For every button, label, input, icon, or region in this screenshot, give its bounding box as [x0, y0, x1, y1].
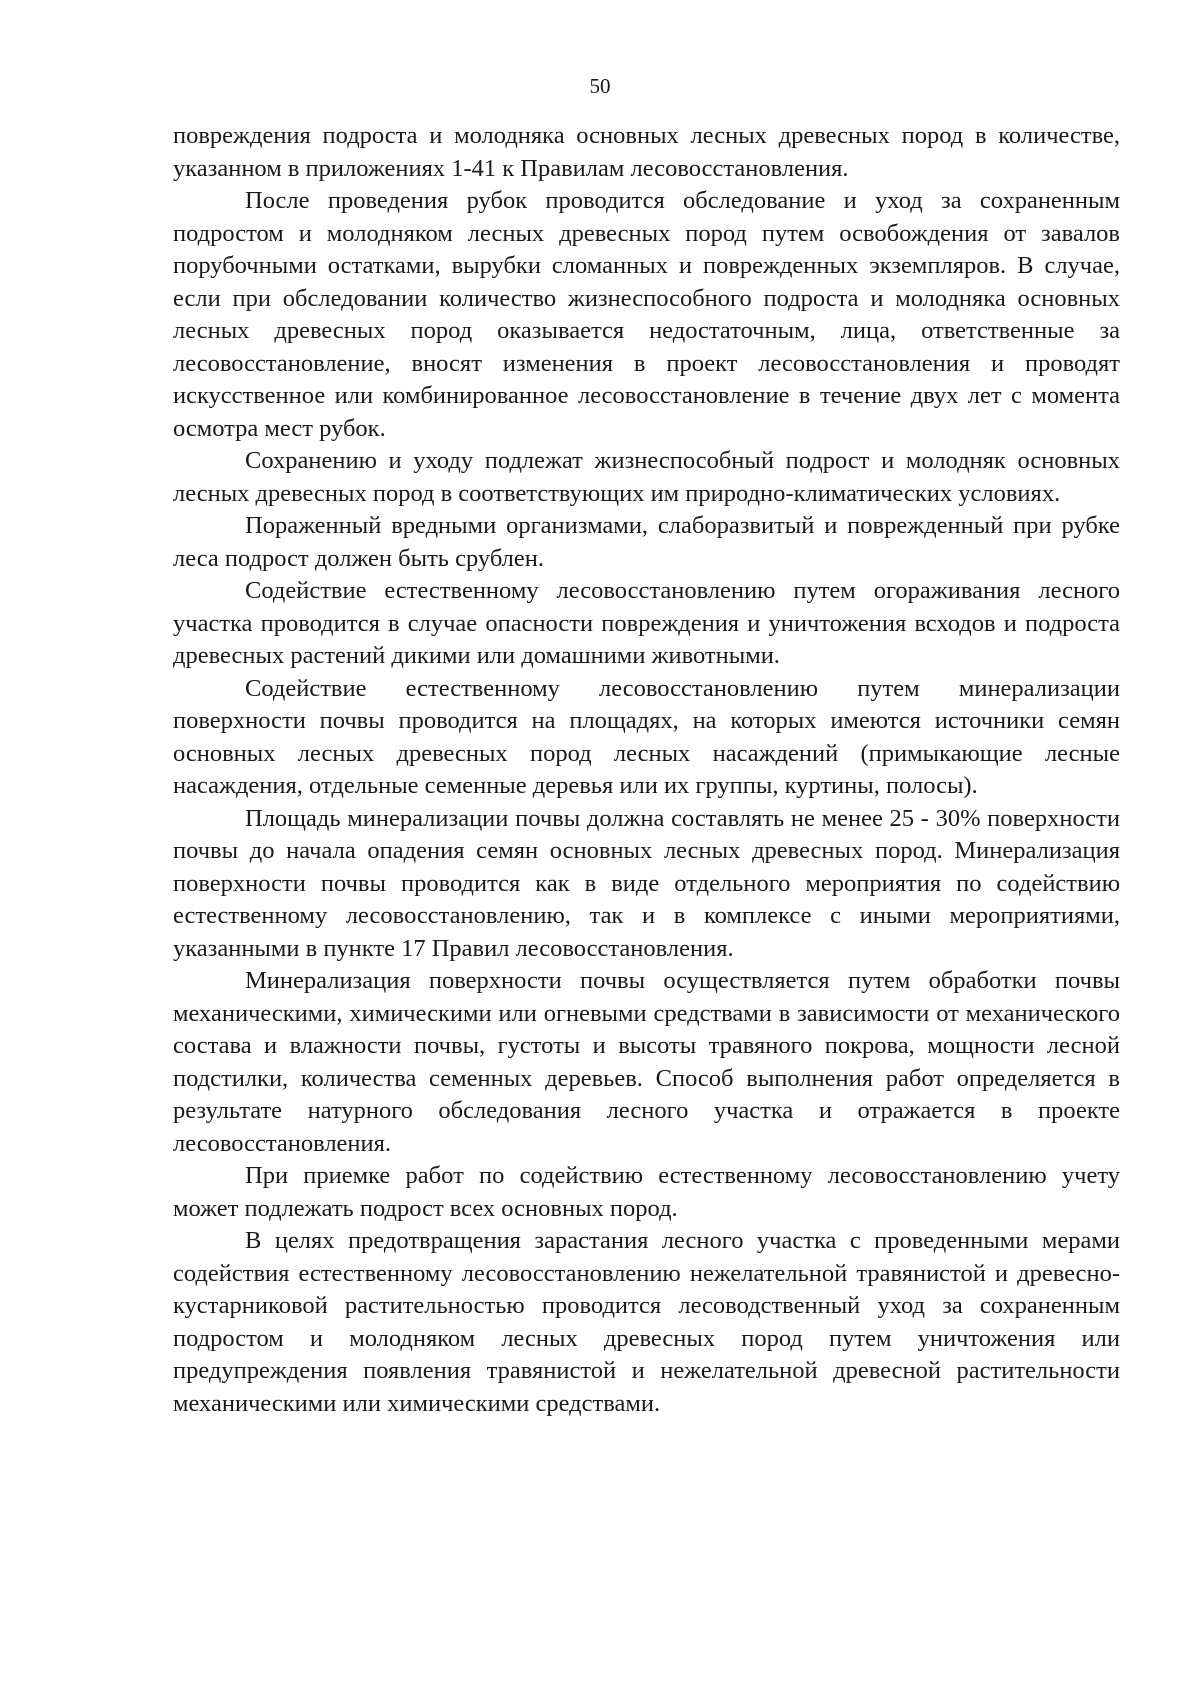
- document-body: [173, 120, 1120, 1420]
- paragraph: Сохранению и уходу подлежат жизнеспособный подрост и молодняк основных лесных древесных пород в соответствующих им природно-климатических условиях.: [173, 447, 1120, 507]
- paragraph: В целях предотвращения зарастания лесного участка с проведенными мерами содействия естественному лесовосстановлению нежелательной травянистой и древесно-кустарниковой растительностью проводится лесоводственный уход за сохраненным подростом и молодняком лесных древесных пород путем уничтожения или предупреждения появления травянистой и нежелательной древесной растительности механическими или химическими средствами.: [173, 1227, 1120, 1417]
- paragraph: Площадь минерализации почвы должна составлять не менее 25 - 30% поверхности почвы до начала опадения семян основных лесных древесных пород. Минерализация поверхности почвы проводится как в виде отдельного мероприятия по содействию естественному лесовосстановлению, так и в комплексе с иными мероприятиями, указанными в пункте 17 Правил лесовосстановления.: [173, 804, 1120, 962]
- paragraph: Содействие естественному лесовосстановлению путем огораживания лесного участка проводится в случае опасности повреждения и уничтожения всходов и подроста древесных растений дикими или домашними животными.: [173, 577, 1120, 669]
- page-number: 50: [589, 74, 611, 98]
- paragraph: При приемке работ по содействию естественному лесовосстановлению учету может подлежать подрост всех основных пород.: [173, 1162, 1120, 1222]
- paragraph-continuation: повреждения подроста и молодняка основных лесных древесных пород в количестве, указанном в приложениях 1-41 к Правилам лесовосстановления.: [173, 122, 1120, 182]
- paragraph: Минерализация поверхности почвы осуществляется путем обработки почвы механическими, химическими или огневыми средствами в зависимости от механического состава и влажности почвы, густоты и высоты травяного покрова, мощности лесной подстилки, количества семенных деревьев. Способ выполнения работ определяется в результате натурного обследования лесного участка и отражается в проекте лесовосстановления.: [173, 967, 1120, 1157]
- paragraph: Содействие естественному лесовосстановлению путем минерализации поверхности почвы проводится на площадях, на которых имеются источники семян основных лесных древесных пород лесных насаждений (примыкающие лесные насаждения, отдельные семенные деревья или их группы, куртины, полосы).: [173, 674, 1120, 799]
- paragraph: Пораженный вредными организмами, слаборазвитый и поврежденный при рубке леса подрост должен быть срублен.: [173, 512, 1120, 572]
- paragraph: После проведения рубок проводится обследование и уход за сохраненным подростом и молодняком лесных древесных пород путем освобождения от завалов порубочными остатками, вырубки сломанных и поврежденных экземпляров. В случае, если при обследовании количество жизнеспособного подроста и молодняка основных лесных древесных пород оказывается недостаточным, лица, ответственные за лесовосстановление, вносят изменения в проект лесовосстановления и проводят искусственное или комбинированное лесовосстановление в течение двух лет с момента осмотра мест рубок.: [173, 187, 1120, 442]
